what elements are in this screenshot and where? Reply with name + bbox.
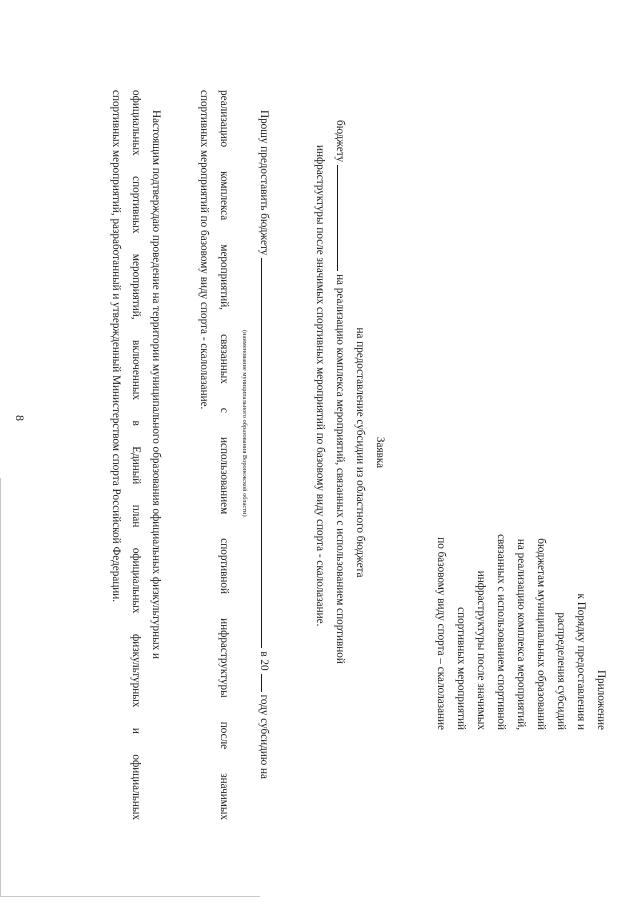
application-line-2 [330,120,350,664]
appendix-line-3: распределения субсидий [555,612,567,730]
appendix-line-1: Приложение [595,669,607,730]
application-line-2-text: на реализацию комплекса мероприятий, связанных с использованием спортивной [334,274,346,664]
request-suffix: году субсидию на [258,694,270,779]
appendix-line-5: на реализацию комплекса мероприятий, [515,538,527,730]
request-year-prefix: в 20 [258,651,270,671]
budget-name-field[interactable] [337,165,350,271]
application-line-1: на предоставление субсидии из областного бюджета [354,327,366,578]
request-continuation-2: спортивных мероприятий по базовому виду спорта - скалолазание. [198,90,210,410]
request-continuation-1: реализацию комплекса мероприятий, связанных с использованием спортивной инфраструктуры после значимых [218,90,230,820]
request-line [254,110,274,779]
application-budget-label: бюджету [334,120,346,163]
confirmation-line-3: спортивных мероприятий, разработанный и утвержденный Министерством спорта Российской Федерации. [110,90,122,603]
appendix-line-7: инфраструктуры после значимых [475,570,487,730]
page-number: 8 [13,415,27,421]
application-line-3: инфраструктуры после значимых спортивных мероприятий по базовому виду спорта - скалолазание. [314,145,326,627]
application-title: Заявка [374,436,386,469]
appendix-line-8: спортивных мероприятий [455,607,467,730]
appendix-line-4: бюджетам муниципальных образований [535,538,547,730]
appendix-line-6: связанных с использованием спортивной [495,534,507,730]
year-field[interactable] [261,674,274,692]
request-prefix: Прошу предоставить бюджету [258,110,270,256]
confirmation-line-1: Настоящим подтверждаю проведение на территории муниципального образования официальных физкультурных и [150,110,162,659]
appendix-line-9: по базовому виду спорта – скалолазание [435,537,447,730]
municipality-caption: (наименование муниципального образования Воронежской области) [241,330,248,517]
confirmation-line-2: официальных спортивных мероприятий, включенных в Единый план официальных физкультурных и официальных [130,90,142,820]
municipality-name-field[interactable] [261,258,274,648]
appendix-line-2: к Порядку предоставления и [575,593,587,730]
